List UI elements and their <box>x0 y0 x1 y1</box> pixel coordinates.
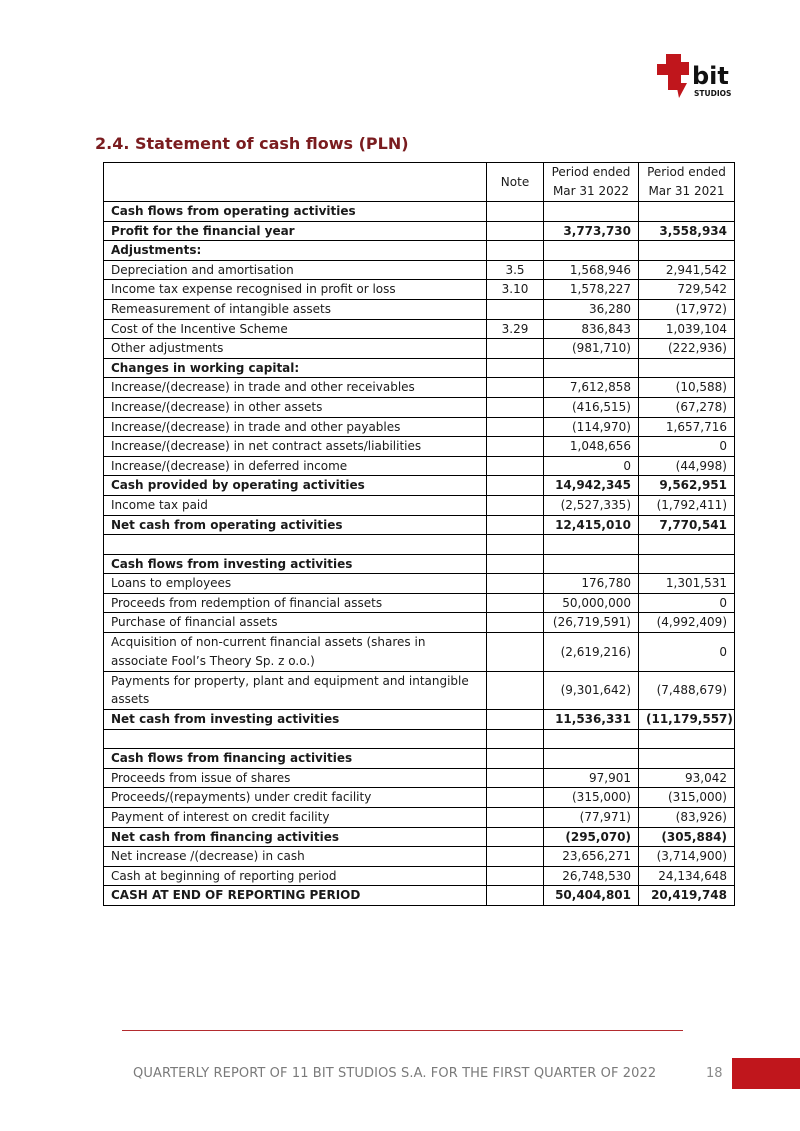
row-value-2021: (1,792,411) <box>639 495 735 515</box>
table-row <box>104 633 735 672</box>
row-note: 3.5 <box>487 260 544 280</box>
logo-text-studios: STUDIOS <box>694 89 732 98</box>
row-value-2022: (2,527,335) <box>544 495 639 515</box>
table-row <box>104 847 735 867</box>
row-value-2022: 12,415,010 <box>544 515 639 535</box>
row-value-2022: 36,280 <box>544 299 639 319</box>
table-row <box>104 241 735 261</box>
row-value-2022: (26,719,591) <box>544 613 639 633</box>
row-value-2021: (10,588) <box>639 378 735 398</box>
row-note <box>487 768 544 788</box>
row-note <box>487 554 544 574</box>
row-label: Payments for property, plant and equipment and intangible assets <box>104 671 487 710</box>
row-value-2021: 0 <box>639 633 735 672</box>
row-value-2021 <box>639 535 735 555</box>
footer-rule <box>122 1030 683 1031</box>
header-note: Note <box>487 163 544 202</box>
row-value-2021: (67,278) <box>639 397 735 417</box>
table-row <box>104 456 735 476</box>
row-value-2021 <box>639 729 735 749</box>
row-label: Cost of the Incentive Scheme <box>104 319 487 339</box>
row-label: Cash flows from financing activities <box>104 749 487 769</box>
row-value-2022: 50,404,801 <box>544 886 639 906</box>
page-number: 18 <box>706 1066 723 1081</box>
row-value-2021: 20,419,748 <box>639 886 735 906</box>
table-row <box>104 417 735 437</box>
row-value-2021: (305,884) <box>639 827 735 847</box>
row-note <box>487 339 544 359</box>
row-value-2022 <box>544 749 639 769</box>
row-label: Proceeds/(repayments) under credit facility <box>104 788 487 808</box>
row-label: Net increase /(decrease) in cash <box>104 847 487 867</box>
row-label: Net cash from investing activities <box>104 710 487 730</box>
row-value-2022 <box>544 202 639 222</box>
row-value-2021: 1,301,531 <box>639 574 735 594</box>
row-value-2021: (17,972) <box>639 299 735 319</box>
row-note <box>487 495 544 515</box>
row-value-2022: 11,536,331 <box>544 710 639 730</box>
row-value-2021 <box>639 554 735 574</box>
row-label: Cash flows from investing activities <box>104 554 487 574</box>
row-value-2021 <box>639 749 735 769</box>
table-row <box>104 515 735 535</box>
row-value-2021 <box>639 358 735 378</box>
row-label: Profit for the financial year <box>104 221 487 241</box>
row-note <box>487 613 544 633</box>
row-label: Remeasurement of intangible assets <box>104 299 487 319</box>
table-row <box>104 886 735 906</box>
row-label: Cash at beginning of reporting period <box>104 866 487 886</box>
row-value-2021: (83,926) <box>639 808 735 828</box>
row-label: Payment of interest on credit facility <box>104 808 487 828</box>
table-body <box>104 202 735 906</box>
table-row <box>104 749 735 769</box>
table-row <box>104 574 735 594</box>
row-value-2021: 24,134,648 <box>639 866 735 886</box>
row-value-2021 <box>639 241 735 261</box>
row-label <box>104 729 487 749</box>
row-value-2022: (114,970) <box>544 417 639 437</box>
row-note <box>487 710 544 730</box>
row-value-2021: (11,179,557) <box>639 710 735 730</box>
row-label: Cash provided by operating activities <box>104 476 487 496</box>
row-label: Purchase of financial assets <box>104 613 487 633</box>
row-note <box>487 221 544 241</box>
row-label: Income tax expense recognised in profit or loss <box>104 280 487 300</box>
row-note <box>487 847 544 867</box>
table-row <box>104 495 735 515</box>
row-value-2022: 0 <box>544 456 639 476</box>
row-value-2021: 1,657,716 <box>639 417 735 437</box>
row-note <box>487 866 544 886</box>
table-row <box>104 827 735 847</box>
company-logo <box>654 54 736 100</box>
row-note <box>487 827 544 847</box>
table-header-row <box>104 163 735 202</box>
row-value-2021: 93,042 <box>639 768 735 788</box>
row-value-2021: (222,936) <box>639 339 735 359</box>
row-note <box>487 241 544 261</box>
table-row <box>104 866 735 886</box>
row-note <box>487 456 544 476</box>
row-value-2021: 7,770,541 <box>639 515 735 535</box>
row-note <box>487 476 544 496</box>
row-value-2022: (77,971) <box>544 808 639 828</box>
table-row <box>104 358 735 378</box>
row-label: Proceeds from redemption of financial assets <box>104 593 487 613</box>
row-note <box>487 671 544 710</box>
table-row <box>104 788 735 808</box>
header-period-2021: Period ended Mar 31 2021 <box>639 163 735 202</box>
row-value-2022: 1,578,227 <box>544 280 639 300</box>
table-row <box>104 339 735 359</box>
row-label: Other adjustments <box>104 339 487 359</box>
row-value-2021: 2,941,542 <box>639 260 735 280</box>
row-note <box>487 299 544 319</box>
table-row <box>104 299 735 319</box>
row-label: Increase/(decrease) in deferred income <box>104 456 487 476</box>
row-value-2021: 729,542 <box>639 280 735 300</box>
row-note <box>487 397 544 417</box>
row-value-2022 <box>544 729 639 749</box>
row-note <box>487 593 544 613</box>
table-row <box>104 613 735 633</box>
row-label: Increase/(decrease) in trade and other payables <box>104 417 487 437</box>
row-note <box>487 808 544 828</box>
row-value-2022: (2,619,216) <box>544 633 639 672</box>
row-label: Loans to employees <box>104 574 487 594</box>
table-row <box>104 729 735 749</box>
table-row <box>104 202 735 222</box>
table-row <box>104 260 735 280</box>
row-note <box>487 417 544 437</box>
row-value-2021: (7,488,679) <box>639 671 735 710</box>
table-row <box>104 476 735 496</box>
row-label <box>104 535 487 555</box>
row-value-2021: 0 <box>639 593 735 613</box>
row-label: Depreciation and amortisation <box>104 260 487 280</box>
row-value-2022 <box>544 241 639 261</box>
row-value-2021: 0 <box>639 437 735 457</box>
row-note <box>487 535 544 555</box>
row-value-2022: (315,000) <box>544 788 639 808</box>
row-value-2022: (295,070) <box>544 827 639 847</box>
table-row <box>104 221 735 241</box>
row-value-2022: 1,568,946 <box>544 260 639 280</box>
row-note <box>487 729 544 749</box>
table-row <box>104 710 735 730</box>
table-row <box>104 554 735 574</box>
row-label: Cash flows from operating activities <box>104 202 487 222</box>
row-value-2022: 7,612,858 <box>544 378 639 398</box>
row-note <box>487 202 544 222</box>
table-row <box>104 808 735 828</box>
row-value-2022: (9,301,642) <box>544 671 639 710</box>
table-row <box>104 671 735 710</box>
row-value-2021: (3,714,900) <box>639 847 735 867</box>
row-note <box>487 378 544 398</box>
row-label: CASH AT END OF REPORTING PERIOD <box>104 886 487 906</box>
row-value-2022: 3,773,730 <box>544 221 639 241</box>
row-value-2021 <box>639 202 735 222</box>
header-period-2022: Period ended Mar 31 2022 <box>544 163 639 202</box>
row-label: Income tax paid <box>104 495 487 515</box>
table-row <box>104 378 735 398</box>
footer-accent-block <box>732 1058 800 1089</box>
row-note: 3.10 <box>487 280 544 300</box>
row-value-2021: (44,998) <box>639 456 735 476</box>
section-title: 2.4. Statement of cash flows (PLN) <box>95 134 409 153</box>
footer-text: QUARTERLY REPORT OF 11 BIT STUDIOS S.A. FOR THE FIRST QUARTER OF 2022 <box>133 1066 657 1081</box>
row-label: Increase/(decrease) in trade and other receivables <box>104 378 487 398</box>
logo-text-bit: bit <box>692 62 729 90</box>
row-label: Proceeds from issue of shares <box>104 768 487 788</box>
row-value-2021: 1,039,104 <box>639 319 735 339</box>
table-row <box>104 319 735 339</box>
row-value-2022: 1,048,656 <box>544 437 639 457</box>
row-label: Net cash from operating activities <box>104 515 487 535</box>
table-row <box>104 768 735 788</box>
row-label: Acquisition of non-current financial assets (shares in associate Fool’s Theory Sp. z o.o.) <box>104 633 487 672</box>
row-value-2021: 3,558,934 <box>639 221 735 241</box>
row-value-2022: 50,000,000 <box>544 593 639 613</box>
header-blank <box>104 163 487 202</box>
table-row <box>104 397 735 417</box>
row-note <box>487 437 544 457</box>
row-value-2022: 836,843 <box>544 319 639 339</box>
row-value-2021: 9,562,951 <box>639 476 735 496</box>
row-value-2021: (4,992,409) <box>639 613 735 633</box>
row-value-2022: 14,942,345 <box>544 476 639 496</box>
row-label: Changes in working capital: <box>104 358 487 378</box>
row-note <box>487 788 544 808</box>
table-row <box>104 280 735 300</box>
row-note <box>487 515 544 535</box>
row-value-2022: 97,901 <box>544 768 639 788</box>
row-value-2022: 176,780 <box>544 574 639 594</box>
row-note <box>487 574 544 594</box>
cash-flow-table <box>103 162 735 906</box>
row-note <box>487 633 544 672</box>
row-value-2022: 26,748,530 <box>544 866 639 886</box>
table-row <box>104 593 735 613</box>
row-label: Net cash from financing activities <box>104 827 487 847</box>
row-label: Increase/(decrease) in other assets <box>104 397 487 417</box>
row-value-2021: (315,000) <box>639 788 735 808</box>
table-row <box>104 437 735 457</box>
row-label: Increase/(decrease) in net contract assets/liabilities <box>104 437 487 457</box>
row-label: Adjustments: <box>104 241 487 261</box>
row-value-2022: (981,710) <box>544 339 639 359</box>
row-note: 3.29 <box>487 319 544 339</box>
row-value-2022: 23,656,271 <box>544 847 639 867</box>
row-value-2022 <box>544 535 639 555</box>
row-note <box>487 886 544 906</box>
row-value-2022 <box>544 554 639 574</box>
row-value-2022: (416,515) <box>544 397 639 417</box>
row-value-2022 <box>544 358 639 378</box>
row-note <box>487 358 544 378</box>
row-note <box>487 749 544 769</box>
table-row <box>104 535 735 555</box>
